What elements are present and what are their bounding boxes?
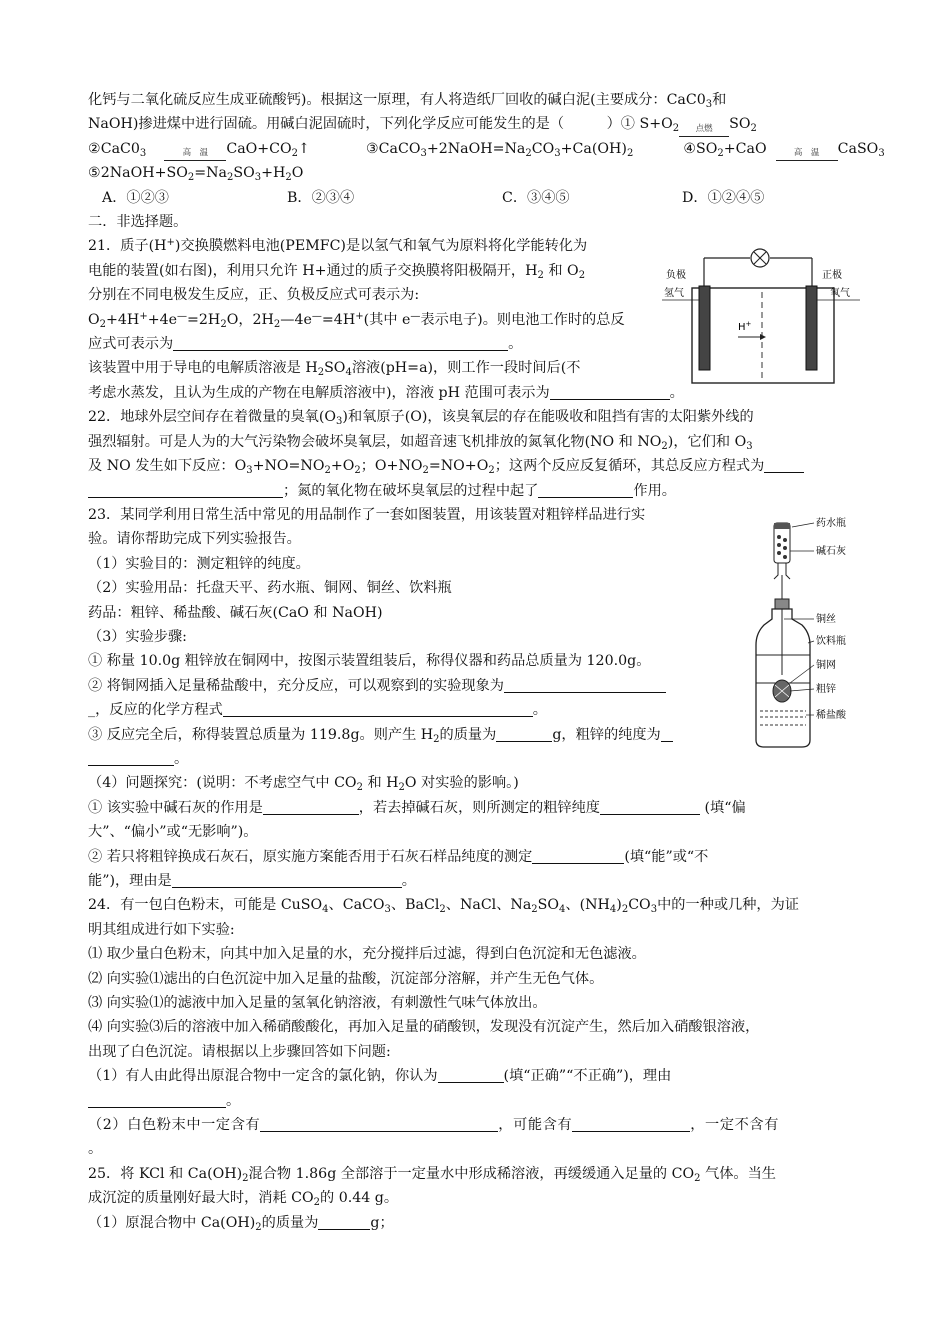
answer-blank[interactable] (260, 1115, 498, 1132)
q23-line-5: 药品：粗锌、稀盐酸、碱石灰(CaO 和 NaOH) (88, 604, 383, 621)
answer-blank[interactable] (88, 749, 174, 766)
answer-blank[interactable] (550, 383, 670, 400)
answer-blank[interactable] (88, 481, 283, 498)
intro-line-4: $⑤2NaOH+SO_2=Na_2SO_3+H_2O$ (88, 165, 304, 184)
q24-step-1: ⑴ 取少量白色粉末，向其中加入足量的水，充分搅拌后过滤，得到白色沉淀和无色滤液。 (88, 946, 646, 963)
answer-blank[interactable] (318, 1213, 370, 1230)
label-crude-zinc: 粗锌 (816, 684, 836, 695)
answer-blank[interactable] (438, 1066, 504, 1083)
option-d: D．①②④⑤ (682, 189, 765, 206)
q24-line-2: 明其组成进行如下实验: (88, 921, 235, 938)
q24-step-5: 出现了白色沉淀。请根据以上步骤回答如下问题: (88, 1043, 391, 1060)
q24-step-3: ⑶ 向实验⑴的滤液中加入足量的氢氧化钠溶液，有刺激性气味气体放出。 (88, 995, 547, 1012)
q23-line-16: 能”)，理由是 。 (88, 873, 416, 889)
q23-line-13: ① 该实验中碱石灰的作用是 ，若去掉碱石灰，则所测定的粗锌纯度 (填“偏 (88, 799, 746, 816)
label-drink-bottle: 饮料瓶 (816, 636, 846, 647)
answer-blank[interactable] (263, 798, 359, 815)
answer-blank[interactable] (764, 456, 804, 473)
q25-line-1: 25．将 KCl 和 $Ca(OH)_2$混合物 1.86g 全部溶于一定量水中形成稀溶液，再缓缓通入足量的 $CO_2$ 气体。当生 (88, 1165, 776, 1184)
answer-blank[interactable] (661, 725, 673, 742)
q21-line-5: 应式可表示为 。 (88, 336, 523, 353)
intro-line-2: NaOH)掺进煤中进行固硫。用碱白泥固硫时，下列化学反应可能发生的是（ ）① $S+O_2$ 点燃 $SO_2$ (88, 112, 878, 136)
q23-line-8: ② 将铜网插入足量稀盐酸中，充分反应，可以观察到的实验现象为 (88, 674, 878, 698)
oxygen-label: 氧气 (830, 288, 850, 299)
q23-line-12: （4）问题探究：(说明：不考虑空气中 $CO_2$ 和 $H_2O$ 对实验的影响。) (88, 775, 519, 794)
q21-line-2: 电能的装置(如右图)，利用只允许 H+通过的质子交换膜将阳极隔开，$H_2$ 和 $O_2$ (88, 262, 586, 281)
label-medicine-bottle: 药水瓶 (816, 518, 846, 529)
answer-blank[interactable] (88, 1091, 226, 1108)
q24-question-2: （2）白色粉末中一定含有 ，可能含有 ，一定不含有 (88, 1117, 779, 1134)
negative-label: 负极 (666, 270, 686, 281)
label-soda-lime: 碱石灰 (816, 546, 846, 557)
positive-label: 正极 (822, 270, 842, 281)
intro-line-1: 化钙与二氧化硫反应生成亚硫酸钙)。根据这一原理，有人将造纸厂回收的碱白泥(主要成分：$CaC0_3$和 (88, 92, 727, 110)
q25-line-2: 成沉淀的质量刚好最大时，消耗 $CO_2$的 0.44 g。 (88, 1190, 399, 1209)
answer-blank[interactable] (172, 871, 402, 888)
q23-line-6: （3）实验步骤: (88, 628, 187, 645)
label-copper-wire: 铜丝 (816, 614, 836, 625)
option-a: A．①②③ (102, 189, 169, 206)
q22-line-1: 22．地球外层空间存在着微量的臭氧$(O_3)$和氧原子(O)，该臭氧层的存在能吸收和阻挡有害的太阳紫外线的 (88, 409, 754, 428)
zinc-apparatus-diagram (752, 515, 867, 755)
option-c: C．③④⑤ (502, 189, 570, 206)
q22-line-2: 强烈辐射。可是人为的大气污染物会破坏臭氧层，如超音速飞机排放的氮氧化物(NO 和 $NO_2$)，它们和 $O_3$ (88, 433, 753, 452)
q25-line-3: （1）原混合物中 $Ca(OH)_2$的质量为 g； (88, 1214, 394, 1233)
q22-line-4: ；氮的氧化物在破坏臭氧层的过程中起了 作用。 (88, 479, 878, 503)
options-row (88, 186, 878, 210)
q23-line-15: ② 若只将粗锌换成石灰石，原实施方案能否用于石灰石样品纯度的测定 (填“能”或“不 (88, 848, 709, 865)
label-dilute-hcl: 稀盐酸 (816, 710, 846, 721)
negative-electrode (699, 286, 710, 370)
answer-blank[interactable] (538, 481, 633, 498)
q23-line-9: _，反应的化学方程式 。 (88, 702, 547, 719)
q24-step-4: ⑷ 向实验⑶后的溶液中加入稀硝酸酸化，再加入足量的硝酸钡，发现没有沉淀产生，然后加入硝酸银溶液， (88, 1019, 760, 1036)
q23-line-14: 大”、“偏小”或“无影响”)。 (88, 824, 258, 841)
answer-blank[interactable] (496, 725, 552, 742)
q24-line-1: 24．有一包白色粉末，可能是 CuSO$_4$、CaCO$_3$、BaCl$_2$、NaCl、$Na_2SO_4$、$(NH_4)_2CO_3$中的一种或几种，为证 (88, 897, 799, 916)
label-copper-net: 铜网 (816, 660, 836, 671)
q24-question-1: （1）有人由此得出原混合物中一定含的氯化钠，你认为 (填“正确”“不正确”)，理由 (88, 1068, 672, 1085)
q24-question-2-cont: 。 (88, 1141, 103, 1158)
q23-line-1: 23．某同学利用日常生活中常见的用品制作了一套如图装置，用该装置对粗锌样品进行实 (88, 506, 646, 523)
q21-line-1: 21．质子(H+)交换膜燃料电池(PEMFC)是以氢气和氧气为原料将化学能转化为 (88, 237, 588, 255)
answer-blank[interactable] (223, 700, 533, 717)
q21-line-3: 分别在不同电极发生反应，正、负极反应式可表示为: (88, 287, 420, 304)
q21-line-7: 考虑水蒸发，且认为生成的产物在电解质溶液中)，溶液 pH 范围可表示为 。 (88, 384, 684, 401)
answer-blank[interactable] (504, 676, 666, 693)
hydrogen-label: 氢气 (664, 288, 684, 299)
q23-line-3: （1）实验目的：测定粗锌的纯度。 (88, 555, 310, 572)
q23-line-7: ① 称量 10.0g 粗锌放在铜网中，按图示装置组装后，称得仪器和药品总质量为 120.0g。 (88, 653, 651, 670)
q23-line-2: 验。请你帮助完成下列实验报告。 (88, 531, 301, 548)
option-b: B．②③④ (287, 189, 355, 206)
answer-blank[interactable] (532, 847, 624, 864)
q22-line-3: 及 NO 发生如下反应：$O_3+NO=NO_2+O_2$；$O+NO_2=NO+O_2$；这两个反应反复循环，其总反应方程式为 (88, 454, 878, 478)
q23-line-11: 。 (88, 747, 878, 771)
q23-line-4: （2）实验用品：托盘天平、药水瓶、铜网、铜丝、饮料瓶 (88, 580, 452, 597)
q21-line-4: $O_2+4H^++4e^—=2H_2O$，$2H_2—4e^—=4H^+$(其中 e—表示电子)。则电池工作时的总反 (88, 310, 625, 330)
answer-blank[interactable] (173, 334, 508, 351)
answer-blank[interactable] (572, 1115, 690, 1132)
q24-question-1-cont: 。 (88, 1089, 878, 1113)
fuel-cell-diagram (662, 246, 862, 386)
q23-line-10: ③ 反应完全后，称得装置总质量为 119.8g。则产生 $H_2$的质量为 g，粗锌的纯度为 (88, 723, 878, 747)
q24-step-2: ⑵ 向实验⑴滤出的白色沉淀中加入足量的盐酸，沉淀部分溶解，并产生无色气体。 (88, 970, 604, 987)
hplus-label: H+ (738, 320, 752, 333)
q21-line-6: 该装置中用于导电的电解质溶液是 $H_2SO_4$溶液(pH=a)，则工作一段时间后(不 (88, 360, 581, 379)
answer-blank[interactable] (600, 798, 700, 815)
positive-electrode (806, 286, 817, 370)
intro-line-3: $②CaC0_3$ 高 温 $CaO+CO_2↑$ $③CaCO_3+2NaOH=Na_2CO_3+Ca(OH)_2$ $④SO_2+CaO$ 高 温 CaSO$_3$ (88, 137, 878, 161)
section-heading: 二．非选择题。 (88, 214, 188, 231)
